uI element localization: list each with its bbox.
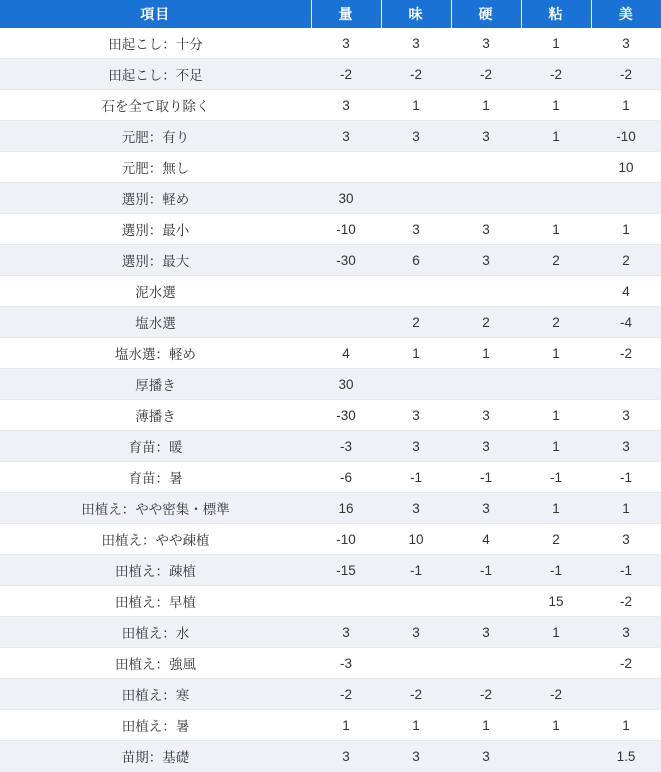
table-row bbox=[0, 617, 661, 648]
row-value: -30 bbox=[311, 245, 381, 276]
row-label: 田植え：疎植 bbox=[0, 555, 311, 586]
row-value: 1 bbox=[311, 710, 381, 741]
row-value: 3 bbox=[451, 493, 521, 524]
row-value: -2 bbox=[591, 586, 661, 617]
row-value: 3 bbox=[381, 400, 451, 431]
row-value bbox=[521, 152, 591, 183]
row-value bbox=[521, 183, 591, 214]
table-row bbox=[0, 59, 661, 90]
row-value: 3 bbox=[311, 90, 381, 121]
row-value: 10 bbox=[591, 152, 661, 183]
row-label: 薄播き bbox=[0, 400, 311, 431]
row-value: 3 bbox=[381, 741, 451, 772]
column-header-quantity: 量 bbox=[311, 0, 381, 28]
row-value: -2 bbox=[381, 679, 451, 710]
row-label: 厚播き bbox=[0, 369, 311, 400]
table-row bbox=[0, 90, 661, 121]
row-value: 3 bbox=[451, 400, 521, 431]
row-value bbox=[521, 276, 591, 307]
row-label: 田植え：寒 bbox=[0, 679, 311, 710]
row-value bbox=[381, 586, 451, 617]
table-row bbox=[0, 400, 661, 431]
row-value: 1 bbox=[451, 90, 521, 121]
row-value: 3 bbox=[451, 28, 521, 59]
row-label: 田起こし：十分 bbox=[0, 28, 311, 59]
row-value: 2 bbox=[451, 307, 521, 338]
row-value bbox=[311, 152, 381, 183]
row-value bbox=[381, 183, 451, 214]
row-value bbox=[381, 369, 451, 400]
row-label: 田植え：水 bbox=[0, 617, 311, 648]
table-row bbox=[0, 431, 661, 462]
row-value: 1 bbox=[381, 90, 451, 121]
row-value: 3 bbox=[311, 121, 381, 152]
table-row bbox=[0, 183, 661, 214]
row-value: 30 bbox=[311, 369, 381, 400]
row-value: -15 bbox=[311, 555, 381, 586]
row-value: 2 bbox=[521, 307, 591, 338]
row-value: 3 bbox=[311, 617, 381, 648]
row-value: 1 bbox=[591, 214, 661, 245]
table-row bbox=[0, 741, 661, 772]
row-value: 1 bbox=[521, 338, 591, 369]
table-row bbox=[0, 214, 661, 245]
row-value bbox=[521, 648, 591, 679]
column-header-item: 項目 bbox=[0, 0, 311, 28]
table-row bbox=[0, 276, 661, 307]
row-value: -2 bbox=[381, 59, 451, 90]
row-value: 1 bbox=[591, 493, 661, 524]
row-value: 2 bbox=[521, 245, 591, 276]
row-label: 元肥：無し bbox=[0, 152, 311, 183]
row-value bbox=[381, 648, 451, 679]
row-value: 1 bbox=[521, 121, 591, 152]
row-value bbox=[311, 586, 381, 617]
row-label: 育苗：暑 bbox=[0, 462, 311, 493]
row-value: 1 bbox=[381, 710, 451, 741]
row-label: 育苗：暖 bbox=[0, 431, 311, 462]
row-value: 3 bbox=[591, 28, 661, 59]
row-value: 1 bbox=[521, 617, 591, 648]
row-value: 1 bbox=[521, 493, 591, 524]
table-row bbox=[0, 586, 661, 617]
row-value: -2 bbox=[311, 679, 381, 710]
row-value: -10 bbox=[591, 121, 661, 152]
row-value: 3 bbox=[381, 431, 451, 462]
row-value: 15 bbox=[521, 586, 591, 617]
row-value bbox=[451, 276, 521, 307]
row-value: 1 bbox=[451, 710, 521, 741]
row-value: -2 bbox=[521, 679, 591, 710]
row-label: 選別：軽め bbox=[0, 183, 311, 214]
row-label: 田植え：やや密集・標準 bbox=[0, 493, 311, 524]
row-value: 3 bbox=[451, 431, 521, 462]
row-value bbox=[591, 679, 661, 710]
row-value bbox=[451, 648, 521, 679]
table-row bbox=[0, 710, 661, 741]
row-value: -1 bbox=[381, 555, 451, 586]
table-row bbox=[0, 28, 661, 59]
row-value: 3 bbox=[591, 524, 661, 555]
row-value: 30 bbox=[311, 183, 381, 214]
row-value: 1.5 bbox=[591, 741, 661, 772]
row-value: 1 bbox=[521, 431, 591, 462]
row-value bbox=[521, 741, 591, 772]
row-label: 選別：最大 bbox=[0, 245, 311, 276]
row-value: 3 bbox=[451, 741, 521, 772]
row-label: 石を全て取り除く bbox=[0, 90, 311, 121]
row-value bbox=[381, 152, 451, 183]
row-value: -2 bbox=[311, 59, 381, 90]
row-label: 田植え：強風 bbox=[0, 648, 311, 679]
row-value: 1 bbox=[381, 338, 451, 369]
row-value: -2 bbox=[591, 648, 661, 679]
row-value: 4 bbox=[311, 338, 381, 369]
table-row bbox=[0, 679, 661, 710]
row-value: 1 bbox=[521, 710, 591, 741]
table-row bbox=[0, 493, 661, 524]
row-label: 元肥：有り bbox=[0, 121, 311, 152]
table-row bbox=[0, 338, 661, 369]
header-row bbox=[0, 0, 661, 28]
row-label: 塩水選：軽め bbox=[0, 338, 311, 369]
row-label: 田起こし：不足 bbox=[0, 59, 311, 90]
row-label: 泥水選 bbox=[0, 276, 311, 307]
row-value: -6 bbox=[311, 462, 381, 493]
row-label: 田植え：暑 bbox=[0, 710, 311, 741]
row-value: -30 bbox=[311, 400, 381, 431]
row-value: 16 bbox=[311, 493, 381, 524]
table-row bbox=[0, 245, 661, 276]
row-value: -1 bbox=[591, 555, 661, 586]
row-value bbox=[451, 369, 521, 400]
row-value: -1 bbox=[591, 462, 661, 493]
row-value: 3 bbox=[591, 617, 661, 648]
row-value: 1 bbox=[521, 400, 591, 431]
row-label: 田植え：やや疎植 bbox=[0, 524, 311, 555]
column-header-taste: 味 bbox=[381, 0, 451, 28]
row-value: -10 bbox=[311, 524, 381, 555]
row-value: 2 bbox=[381, 307, 451, 338]
row-value: 3 bbox=[591, 400, 661, 431]
row-value bbox=[451, 152, 521, 183]
row-value: -2 bbox=[521, 59, 591, 90]
row-value bbox=[451, 183, 521, 214]
row-value: 3 bbox=[591, 431, 661, 462]
row-value: 3 bbox=[381, 121, 451, 152]
row-value: 6 bbox=[381, 245, 451, 276]
row-value bbox=[451, 586, 521, 617]
row-value: -1 bbox=[381, 462, 451, 493]
table-row bbox=[0, 121, 661, 152]
table-body bbox=[0, 28, 661, 772]
row-value: 3 bbox=[451, 214, 521, 245]
row-value: -1 bbox=[451, 462, 521, 493]
row-value bbox=[591, 369, 661, 400]
table-row bbox=[0, 524, 661, 555]
row-label: 塩水選 bbox=[0, 307, 311, 338]
table-row bbox=[0, 307, 661, 338]
table-header bbox=[0, 0, 661, 28]
table-row bbox=[0, 152, 661, 183]
row-label: 田植え：早植 bbox=[0, 586, 311, 617]
row-value: 2 bbox=[591, 245, 661, 276]
row-value: 2 bbox=[521, 524, 591, 555]
row-value: -10 bbox=[311, 214, 381, 245]
row-value: -2 bbox=[591, 338, 661, 369]
row-value: 3 bbox=[311, 28, 381, 59]
table-row bbox=[0, 648, 661, 679]
row-value: -1 bbox=[521, 462, 591, 493]
row-value bbox=[311, 276, 381, 307]
row-value: 3 bbox=[311, 741, 381, 772]
row-value: -2 bbox=[591, 59, 661, 90]
table-row bbox=[0, 462, 661, 493]
row-value: 3 bbox=[451, 245, 521, 276]
column-header-beauty: 美 bbox=[591, 0, 661, 28]
column-header-stickiness: 粘 bbox=[521, 0, 591, 28]
row-value: 3 bbox=[381, 493, 451, 524]
table-row bbox=[0, 369, 661, 400]
table-row bbox=[0, 555, 661, 586]
row-value: 4 bbox=[591, 276, 661, 307]
row-value: 1 bbox=[521, 90, 591, 121]
row-value: 3 bbox=[381, 28, 451, 59]
row-value: 4 bbox=[451, 524, 521, 555]
row-value: -1 bbox=[451, 555, 521, 586]
row-value: -3 bbox=[311, 431, 381, 462]
row-value: 3 bbox=[451, 121, 521, 152]
row-label: 選別：最小 bbox=[0, 214, 311, 245]
row-value bbox=[381, 276, 451, 307]
row-value: -3 bbox=[311, 648, 381, 679]
column-header-hardness: 硬 bbox=[451, 0, 521, 28]
row-value: 10 bbox=[381, 524, 451, 555]
row-value: -2 bbox=[451, 59, 521, 90]
row-value: 3 bbox=[451, 617, 521, 648]
row-value: -2 bbox=[451, 679, 521, 710]
row-label: 苗期：基礎 bbox=[0, 741, 311, 772]
row-value: 3 bbox=[381, 214, 451, 245]
row-value bbox=[521, 369, 591, 400]
row-value: 1 bbox=[521, 214, 591, 245]
row-value: -4 bbox=[591, 307, 661, 338]
row-value: 1 bbox=[591, 710, 661, 741]
row-value bbox=[311, 307, 381, 338]
row-value: 1 bbox=[591, 90, 661, 121]
row-value: 1 bbox=[451, 338, 521, 369]
row-value: 3 bbox=[381, 617, 451, 648]
row-value: 1 bbox=[521, 28, 591, 59]
row-value: -1 bbox=[521, 555, 591, 586]
row-value bbox=[591, 183, 661, 214]
